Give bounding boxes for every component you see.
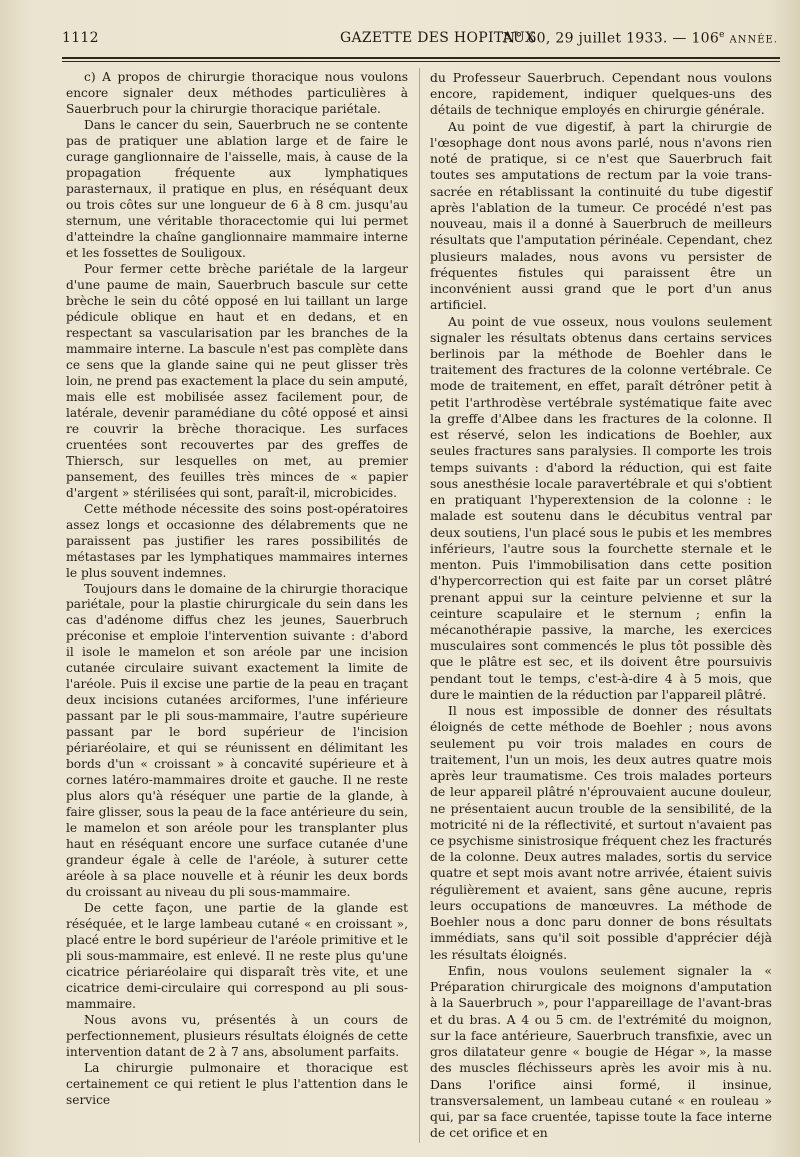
paragraph: Toujours dans le domaine de la chirurgie thoracique pariétale, pour la plastie chirurgicale du sein dans les cas d'adénome diffus chez les jeunes, Sauerbruch préconise et emploie l'intervention suivante : d'abord il isole le mamelon et son aréole par une incision cutanée circulaire suivant exactement la limite de l'aréole. Puis il excise une partie de la peau en traçant deux incisions cutanées arciformes, l'une inférieure passant par le pli sous-mammaire, l'autre supérieure passant par le bord supérieur de l'incision périaréolaire, et qui se réunissent en délimitant les bords d'un « croissant » à concavité supérieure et à cornes latéro-mammaires droite et gauche. Il ne reste plus alors qu'à réséquer une partie de la glande, à faire glisser, sous la peau de la face antérieure du sein, le mamelon et son aréole pour les transplanter plus haut en réséquant encore une surface cutanée d'une grandeur égale à celle de l'aréole, à suturer cette aréole à sa place nouvelle et à réunir les deux bords du croissant au niveau du pli sous-mammaire. xyxy=(66,581,408,900)
paragraph: Au point de vue digestif, à part la chirurgie de l'œsophage dont nous avons parlé, nous n'avons rien noté de pratique, si ce n'est que Sauerbruch fait toutes ses amputations de rectum par la voie trans-sacrée en rétablissant la continuité du tube digestif après l'ablation de la tumeur. Ce procédé n'est pas nouveau, mais il a donné à Sauerbruch de meilleurs résultats que l'amputation périnéale. Cependant, chez plusieurs malades, nous avons vu persister de fréquentes fistules qui paraissent être un inconvénient aussi grand que le port d'un anus artificiel. xyxy=(430,118,772,313)
paragraph: Cette méthode nécessite des soins post-opératoires assez longs et occasionne des délabrements que ne paraissent pas justifier les rares possibilités de métastases par les lymphatiques mammaires internes le plus souvent indemnes. xyxy=(66,501,408,580)
journal-title: GAZETTE DES HOPITAUX xyxy=(340,30,536,46)
left-column xyxy=(66,70,408,1109)
paragraph: La chirurgie pulmonaire et thoracique est certainement ce qui retient le plus l'attention dans le service xyxy=(66,1061,408,1107)
paragraph: De cette façon, une partie de la glande est réséquée, et le large lambeau cutané « en croissant », placé entre le bord supérieur de l'aréole primitive et le pli sous-mammaire, est enlevé. Il ne reste plus qu'une cicatrice périaréolaire qui disparaît très vite, et une cicatrice demi-circulaire qui correspond au pli sous-mammaire. xyxy=(66,901,408,1012)
paragraph: Enfin, nous voulons seulement signaler la « Préparation chirurgicale des moignons d'amputation à la Sauerbruch », pour l'appareillage de l'avant-bras et du bras. A 4 ou 5 cm. de l'extrémité du moignon, sur la face antérieure, Sauerbruch transfixie, avec un gros dilatateur genre « bougie de Hégar », la masse des muscles fléchisseurs après les avoir mis à nu. Dans l'orifice ainsi formé, il insinue, transversalement, un lambeau cutané « en rouleau » qui, par sa face cruentée, tapisse toute la face interne de cet orifice et en xyxy=(430,962,772,1141)
paragraph: c) A propos de chirurgie thoracique nous voulons encore signaler deux méthodes particulières à Sauerbruch pour la chirurgie thoracique pariétale. xyxy=(66,70,408,116)
annee-label: ANNÉE. xyxy=(729,34,778,46)
paragraph: du Professeur Sauerbruch. Cependant nous voulons encore, rapidement, indiquer quelques-uns des détails de technique employés en chirurgie générale. xyxy=(430,70,772,118)
issue-line xyxy=(503,30,778,47)
header-rule-thick xyxy=(62,57,780,59)
paragraph: Il nous est impossible de donner des résultats éloignés de cette méthode de Boehler ; nous avons seulement pu voir trois malades en cours de traitement, l'un un mois, les deux autres quatre mois après leur traumatisme. Ces trois malades porteurs de leur appareil plâtré n'éprouvaient aucune douleur, ne présentaient aucun trouble de la sensibilité, de la motricité ni de la réflectivité, et surtout n'avaient pas ce psychisme sinistrosique fréquent chez les fracturés de la colonne. Deux autres malades, sortis du service quatre et sept mois avant notre arrivée, étaient suivis régulièrement et avaient, sans gêne aucune, repris leurs occupations de manœuvres. La méthode de Boehler nous a donc paru donner de bons résultats immédiats, sans qu'il soit possible d'apprécier déjà les résultats éloignés. xyxy=(430,703,772,962)
page-number: 1112 xyxy=(62,30,99,46)
column-divider xyxy=(419,68,420,1143)
right-column xyxy=(430,70,772,1141)
paragraph: Nous avons vu, présentés à un cours de perfectionnement, plusieurs résultats éloignés de cette intervention datant de 2 à 7 ans, absolument parfaits. xyxy=(66,1013,408,1060)
paragraph: Au point de vue osseux, nous voulons seulement signaler les résultats obtenus dans certains services berlinois par la méthode de Boehler dans le traitement des fractures de la colonne vertébrale. Ce mode de traitement, en effet, paraît détrôner petit à petit l'arthrodèse vertébrale systématique faite avec la greffe d'Albee dans les fractures de la colonne. Il est réservé, selon les indications de Boehler, aux seules fractures sans paralysies. Il comporte les trois temps suivants : d'abord la réduction, qui est faite sous anesthésie locale paravertébrale et qui s'obtient en pratiquant l'hyperextension de la colonne : le malade est soutenu dans le décubitus ventral par deux soutiens, l'un placé sous le pubis et les membres inférieurs, l'autre sous la fourchette sternale et le menton. Puis l'immobilisation dans cette position d'hypercorrection qui est faite par un corset plâtré prenant appui sur la ceinture pelvienne et sur la ceinture scapulaire et le sternum ; enfin la mécanothérapie passive, la marche, les exercices musculaires sont commencés le plus tôt possible dès que le plâtre est sec, et ils doivent être poursuivis pendant tout le temps, c'est-à-dire 4 à 5 mois, que dure le maintien de la réduction par l'appareil plâtré. xyxy=(430,313,772,702)
paragraph: Pour fermer cette brèche pariétale de la largeur d'une paume de main, Sauerbruch bascule sur cette brèche le sein du côté opposé en lui taillant un large pédicule oblique en haut et en dedans, et en respectant sa vascularisation par les branches de la mammaire interne. La bascule n'est pas complète dans ce sens que la glande saine qui ne peut glisser très loin, ne prend pas exactement la place du sein amputé, mais elle est mobilisée assez facilement pour, de latérale, devenir paramédiane du côté opposé et ainsi re couvrir la brèche thoracique. Les surfaces cruentées sont recouvertes par des greffes de Thiersch, sur lesquelles on met, au premier pansement, des feuilles très minces de « papier d'argent » stérilisées qui sont, paraît-il, microbicides. xyxy=(66,261,408,500)
issue-date: N° 60, 29 juillet 1933. — 106 xyxy=(502,30,720,47)
header-rule-thin xyxy=(62,61,780,62)
issue-superscript: e xyxy=(719,30,725,40)
paragraph: Dans le cancer du sein, Sauerbruch ne se contente pas de pratiquer une ablation large et de faire le curage ganglionnaire de l'aisselle, mais, à cause de la propagation fréquente aux lymphatiques parasternaux, il pratique en plus, en réséquant deux ou trois côtes sur une longueur de 6 à 8 cm. jusqu'au sternum, une véritable thoracectomie qui lui permet d'atteindre la chaîne ganglionnaire mammaire interne et les fossettes de Souligoux. xyxy=(66,117,408,260)
page-header xyxy=(62,30,778,50)
